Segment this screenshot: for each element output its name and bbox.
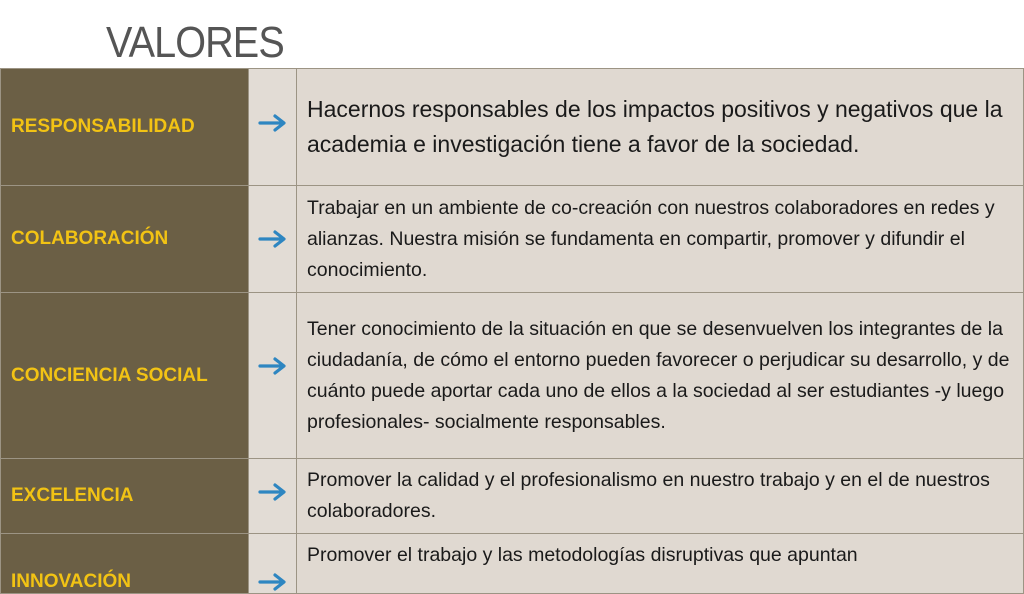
arrow-right-icon [258, 481, 288, 503]
arrow-right-icon [258, 228, 288, 250]
table-row [1, 534, 1024, 594]
value-description: Trabajar en un ambiente de co-creación con nuestros colaboradores en redes y alianzas. Nuestra misión se fundamenta en compartir, promover y difundir el conocimiento. [297, 186, 1024, 293]
value-label: COLABORACIÓN [1, 186, 249, 293]
value-description: Hacernos responsables de los impactos positivos y negativos que la academia e investigación tiene a favor de la sociedad. [297, 69, 1024, 186]
value-label: EXCELENCIA [1, 459, 249, 534]
table-row [1, 293, 1024, 459]
value-label: INNOVACIÓN [1, 534, 249, 594]
arrow-right-icon [258, 355, 288, 377]
value-description: Promover el trabajo y las metodologías disruptivas que apuntan [297, 534, 1024, 594]
values-table [0, 68, 1024, 594]
table-row [1, 69, 1024, 186]
arrow-right-icon [258, 571, 288, 593]
arrow-right-icon [258, 112, 288, 134]
value-description: Promover la calidad y el profesionalismo en nuestro trabajo y en el de nuestros colaboradores. [297, 459, 1024, 534]
value-description: Tener conocimiento de la situación en que se desenvuelven los integrantes de la ciudadanía, de cómo el entorno pueden favorecer o perjudicar su desarrollo, y de cuánto puede aportar cada uno de ellos a la sociedad al ser estudiantes -y luego profesionales- socialmente responsables. [297, 293, 1024, 459]
value-label: CONCIENCIA SOCIAL [1, 293, 249, 459]
table-row [1, 459, 1024, 534]
table-row [1, 186, 1024, 293]
value-label: RESPONSABILIDAD [1, 69, 249, 186]
page-title: VALORES [106, 18, 284, 67]
